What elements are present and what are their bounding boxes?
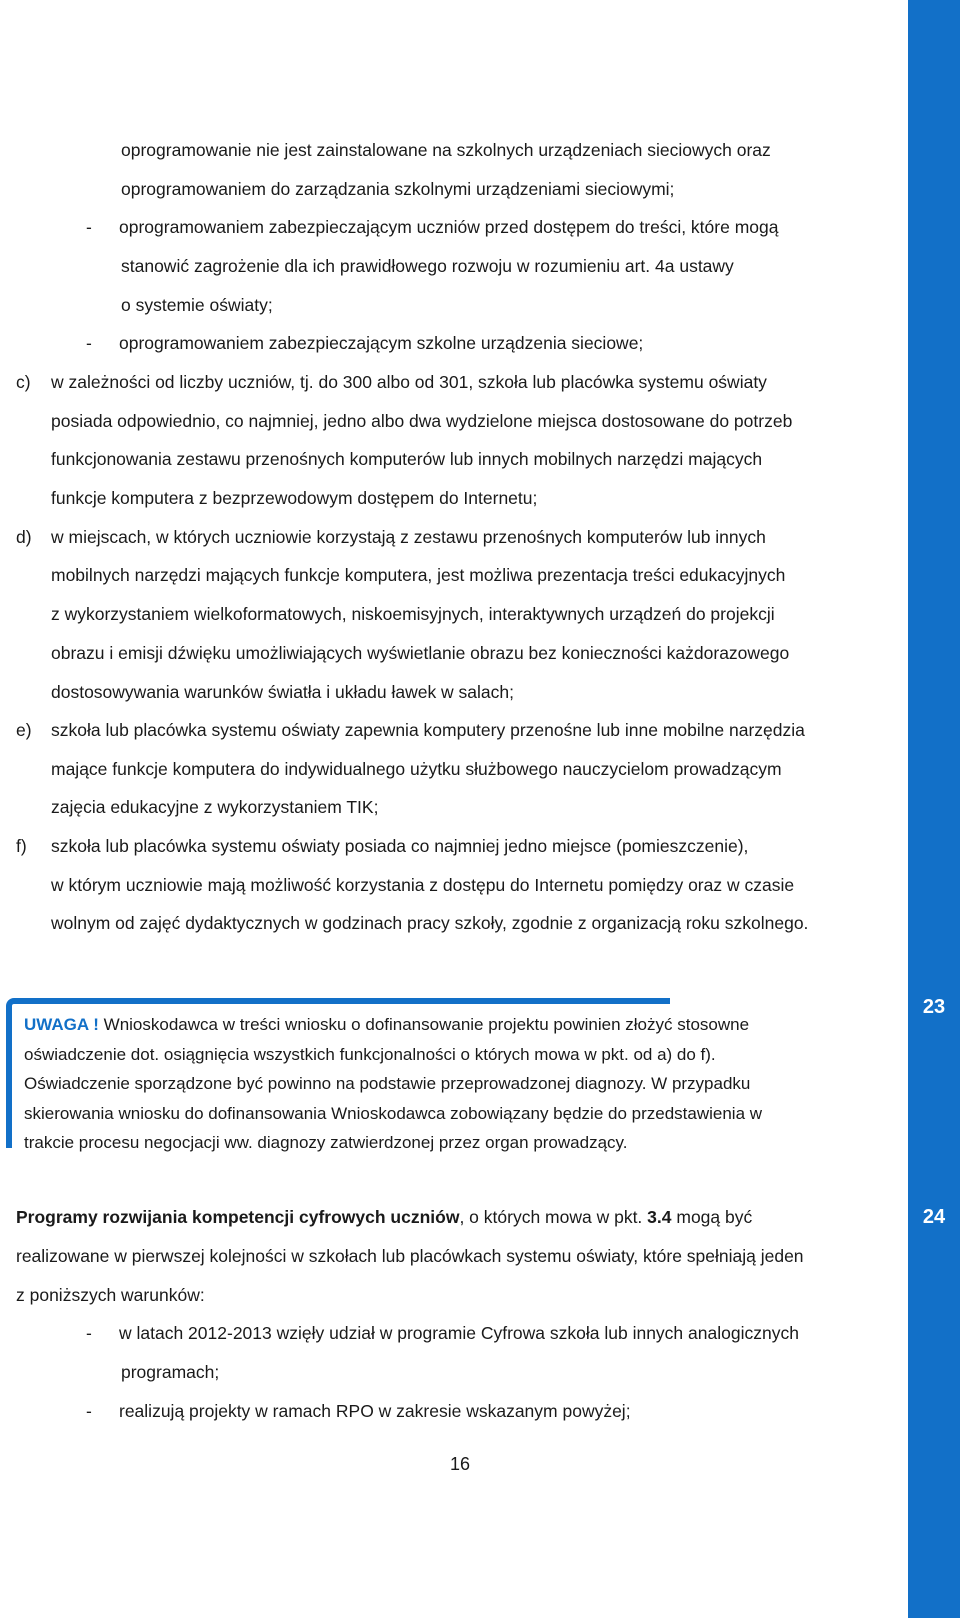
text-line: obrazu i emisji dźwięku umożliwiających wyświetlanie obrazu bez konieczności każdorazowego — [51, 643, 790, 663]
text-line: funkcje komputera z bezprzewodowym dostępem do Internetu; — [51, 488, 538, 508]
text-line: w którym uczniowie mają możliwość korzystania z dostępu do Internetu pomiędzy oraz w czasie — [51, 875, 795, 895]
text-fragment: , o których mowa w pkt. — [459, 1207, 643, 1227]
text-line: programach; — [121, 1362, 220, 1382]
note-line-text: Wnioskodawca w treści wniosku o dofinansowanie projektu powinien złożyć stosowne — [103, 1015, 750, 1034]
text-line: w latach 2012-2013 wzięły udział w programie Cyfrowa szkoła lub innych analogicznych — [119, 1323, 799, 1343]
text-line: z poniższych warunków: — [16, 1285, 205, 1305]
dash-marker: - — [86, 333, 92, 353]
text-line: o systemie oświaty; — [121, 295, 273, 315]
note-line — [24, 1014, 749, 1036]
text-line: w zależności od liczby uczniów, tj. do 300 albo od 301, szkoła lub placówka systemu oświaty — [51, 372, 767, 392]
text-line-content: oprogramowanie nie jest zainstalowane na szkolnych urządzeniach sieciowych oraz — [121, 140, 771, 160]
side-bar — [908, 0, 960, 1618]
text-line: zajęcia edukacyjne z wykorzystaniem TIK; — [51, 797, 379, 817]
note-line: oświadczenie dot. osiągnięcia wszystkich funkcjonalności o których mowa w pkt. od a) do f). — [24, 1045, 716, 1064]
text-line: realizują projekty w ramach RPO w zakresie wskazanym powyżej; — [119, 1401, 631, 1421]
text-line: oprogramowaniem zabezpieczającym uczniów przed dostępem do treści, które mogą — [119, 217, 779, 237]
text-line: oprogramowaniem do zarządzania szkolnymi urządzeniami sieciowymi; — [121, 179, 675, 199]
note-line: trakcie procesu negocjacji ww. diagnozy zatwierdzonej przez organ prowadzący. — [24, 1133, 628, 1152]
note-label: UWAGA ! — [24, 1015, 99, 1034]
text-line: mające funkcje komputera do indywidualnego użytku służbowego nauczycielom prowadzącym — [51, 759, 782, 779]
text-line: posiada odpowiednio, co najmniej, jedno albo dwa wydzielone miejsca dostosowane do potrzeb — [51, 411, 793, 431]
text-line: dostosowywania warunków światła i układu ławek w salach; — [51, 682, 514, 702]
text-line: w miejscach, w których uczniowie korzystają z zestawu przenośnych komputerów lub innych — [51, 527, 766, 547]
page-number: 16 — [449, 1454, 471, 1474]
text-line — [16, 1206, 752, 1228]
text-line: realizowane w pierwszej kolejności w szkołach lub placówkach systemu oświaty, które spełniają jeden — [16, 1246, 804, 1266]
text-line: oprogramowaniem zabezpieczającym szkolne urządzenia sieciowe; — [119, 333, 644, 353]
list-marker-e: e) — [16, 720, 32, 740]
text-line: mobilnych narzędzi mających funkcje komputera, jest możliwa prezentacja treści edukacyjnych — [51, 565, 786, 585]
note-line: skierowania wniosku do dofinansowania Wnioskodawca zobowiązany będzie do przedstawienia w — [24, 1104, 763, 1123]
section-ref: 3.4 — [647, 1207, 672, 1227]
text-line: z wykorzystaniem wielkoformatowych, niskoemisyjnych, interaktywnych urządzeń do projekcji — [51, 604, 775, 624]
note-line: Oświadczenie sporządzone być powinno na podstawie przeprowadzonej diagnozy. W przypadku — [24, 1074, 751, 1093]
dash-marker: - — [86, 1323, 92, 1343]
list-marker-c: c) — [16, 372, 31, 392]
dash-marker: - — [86, 217, 92, 237]
list-marker-f: f) — [16, 836, 27, 856]
text-line: stanowić zagrożenie dla ich prawidłowego rozwoju w rozumieniu art. 4a ustawy — [121, 256, 734, 276]
programs-heading: Programy rozwijania kompetencji cyfrowych uczniów — [16, 1207, 460, 1227]
list-marker-d: d) — [16, 527, 32, 547]
text-line: wolnym od zajęć dydaktycznych w godzinach pracy szkoły, zgodnie z organizacją roku szkolnego. — [51, 913, 809, 933]
text-line: szkoła lub placówka systemu oświaty posiada co najmniej jedno miejsce (pomieszczenie), — [51, 836, 749, 856]
dash-marker: - — [86, 1401, 92, 1421]
text-fragment: mogą być — [676, 1207, 753, 1227]
text-line — [121, 139, 891, 161]
side-number-24: 24 — [922, 1206, 946, 1228]
side-number-23: 23 — [922, 996, 946, 1018]
text-line: szkoła lub placówka systemu oświaty zapewnia komputery przenośne lub inne mobilne narzędzia — [51, 720, 805, 740]
text-line: funkcjonowania zestawu przenośnych komputerów lub innych mobilnych narzędzi mających — [51, 449, 763, 469]
